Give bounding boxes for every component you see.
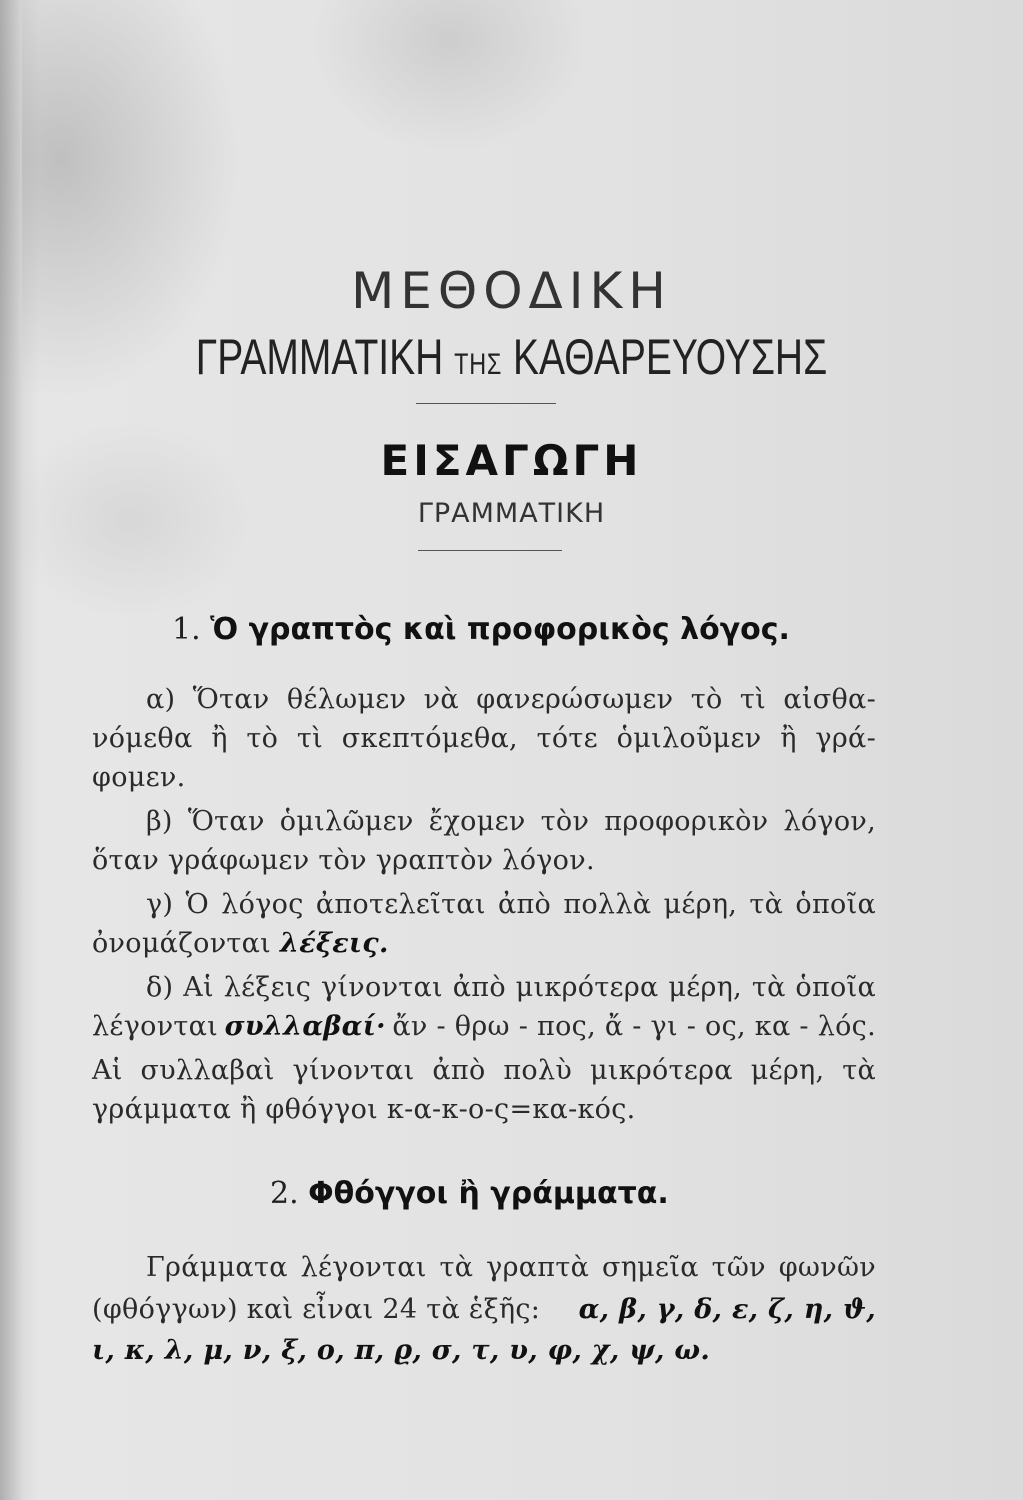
- paragraph-line: γ) Ὁ λόγος ἀποτελεῖται ἀπὸ πολλὰ μέρη, τὰ ὁποῖα: [146, 889, 876, 920]
- paragraph-line: γράμματα ἢ φθόγγοι κ-α-κ-ο-ς=κα-κός.: [92, 1094, 636, 1125]
- book-title-line2: [113, 328, 911, 386]
- paragraph-line: [92, 1335, 710, 1366]
- paragraph-line: [92, 928, 389, 959]
- paragraph-line: β) Ὅταν ὁμιλῶμεν ἔχομεν τὸν προφορικὸν λόγον,: [146, 806, 876, 837]
- part1-heading: [172, 612, 790, 647]
- syllable-examples: ἄν - θρω - πος, ἄ - γι - ος, κα - λός.: [392, 1011, 876, 1042]
- paragraph-line: ὅταν γράφωμεν τὸν γραπτὸν λόγον.: [92, 845, 595, 876]
- paragraph-line: [92, 1294, 876, 1325]
- paragraph-line: νόμεθα ἢ τὸ τὶ σκεπτόμεθα, τότε ὁμιλοῦμεν ἢ γρά-: [92, 723, 876, 754]
- paragraph-line: φομεν.: [92, 762, 186, 793]
- part2-title: Φθόγγοι ἢ γράμματα.: [308, 1176, 669, 1211]
- part2-number: 2.: [270, 1176, 299, 1211]
- section-divider: [418, 550, 562, 551]
- book-title-word-kathareuousis: ΚΑΘΑΡΕΥΟΥΣΗΣ: [513, 329, 828, 385]
- part1-number: 1.: [172, 612, 201, 647]
- book-title-word-tis: ΤΗΣ: [454, 348, 503, 381]
- part1-title: Ὁ γραπτὸς καὶ προφορικὸς λόγος.: [210, 612, 790, 647]
- paragraph-text: λέγονται: [92, 1011, 219, 1042]
- paragraph-line: Γράμματα λέγονται τὰ γραπτὰ σημεῖα τῶν φωνῶν: [146, 1252, 876, 1283]
- section-heading: ΕΙΣΑΓΩΓΗ: [380, 436, 643, 485]
- title-divider: [416, 403, 556, 404]
- paragraph-text: (φθόγγων) καὶ εἶναι 24 τὰ ἑξῆς:: [92, 1294, 541, 1325]
- section-subheading: ΓΡΑΜΜΑΤΙΚΗ: [417, 498, 606, 529]
- book-title-word-grammatiki: ΓΡΑΜΜΑΤΙΚΗ: [195, 329, 444, 385]
- emphasized-term-lexeis: λέξεις.: [279, 928, 389, 959]
- alphabet-letters-first: α, β, γ, δ, ε, ζ, η, ϑ,: [578, 1294, 876, 1325]
- paragraph-line: δ) Αἱ λέξεις γίνονται ἀπὸ μικρότερα μέρη, τὰ ὁποῖα: [146, 972, 876, 1003]
- book-title-line1: ΜΕΘΟΔΙΚΗ: [351, 262, 672, 320]
- binding-edge-shadow: [0, 0, 22, 1500]
- alphabet-letters-rest: ι, κ, λ, μ, ν, ξ, ο, π, ϱ, σ, τ, υ, φ, χ, ψ, ω.: [92, 1335, 711, 1366]
- paragraph-line: α) Ὅταν θέλωμεν νὰ φανερώσωμεν τὸ τὶ αἰσθα-: [146, 684, 876, 715]
- paragraph-line: [92, 1011, 876, 1042]
- paragraph-text: ὀνομάζονται: [92, 928, 272, 959]
- emphasized-term-syllabai: συλλαβαί·: [224, 1011, 386, 1042]
- part2-heading: [270, 1176, 669, 1211]
- paragraph-line: Αἱ συλλαβαὶ γίνονται ἀπὸ πολὺ μικρότερα μέρη, τὰ: [92, 1055, 876, 1086]
